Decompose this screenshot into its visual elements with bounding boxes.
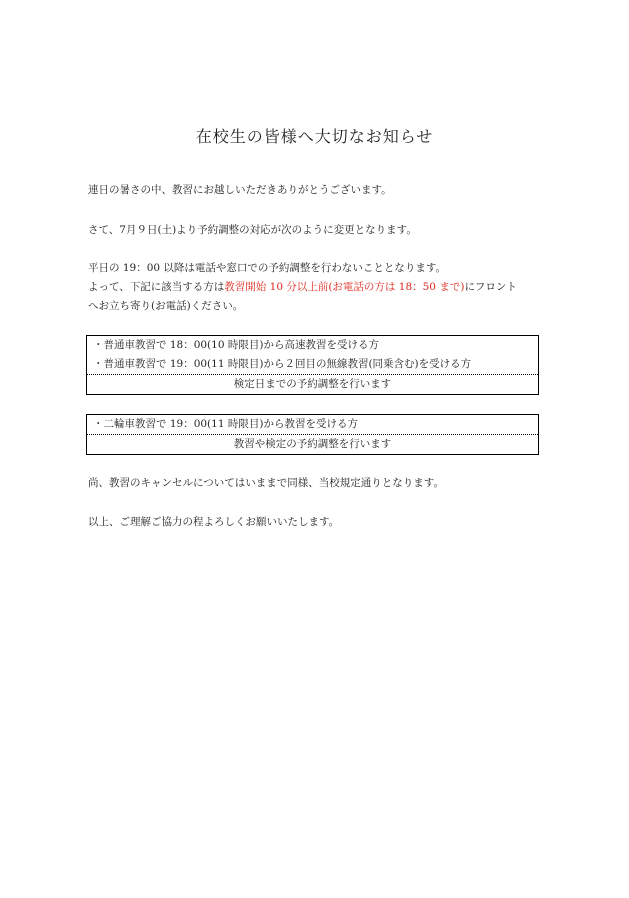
box-item-radio: ・普通車教習で 19：00(11 時限目)から２回目の無線教習(同乗含む)を受ける方 [93,358,472,370]
change-notice-text: さて、7月９日(土)より予約調整の対応が次のように変更となります。 [88,224,417,236]
box-item-motorcycle: ・二輪車教習で 19：00(11 時限目)から教習を受ける方 [93,418,358,430]
instruction-line-1 [88,278,548,297]
instruction-suffix: にフロント [464,281,517,293]
cancel-notice-text: 尚、教習のキャンセルについてはいままで同様、当校規定通りとなります。 [88,477,444,489]
greeting-text: 連日の暑さの中、教習にお越しいただきありがとうございます。 [88,184,392,196]
notice-box-car [86,335,539,395]
page-title: 在校生の皆様へ大切なお知らせ [195,127,434,146]
instruction-prefix: よって、下記に該当する方は [88,281,225,293]
instruction-line-2: へお立ち寄り(お電話)ください。 [88,300,244,312]
box-action-lesson-scheduling: 教習や検定の予約調整を行います [87,434,538,454]
notice-box-motorcycle [86,414,539,455]
box-item-highway: ・普通車教習で 18：00(10 時限目)から高速教習を受ける方 [93,339,379,351]
box-action-exam-scheduling: 検定日までの予約調整を行います [87,374,538,394]
weekday-notice-text: 平日の 19：00 以降は電話や窓口での予約調整を行わないこととなります。 [88,262,447,274]
closing-text: 以上、ご理解ご協力の程よろしくお願いいたします。 [88,516,340,528]
instruction-highlight: 教習開始 10 分以上前(お電話の方は 18：50 まで) [224,281,465,293]
